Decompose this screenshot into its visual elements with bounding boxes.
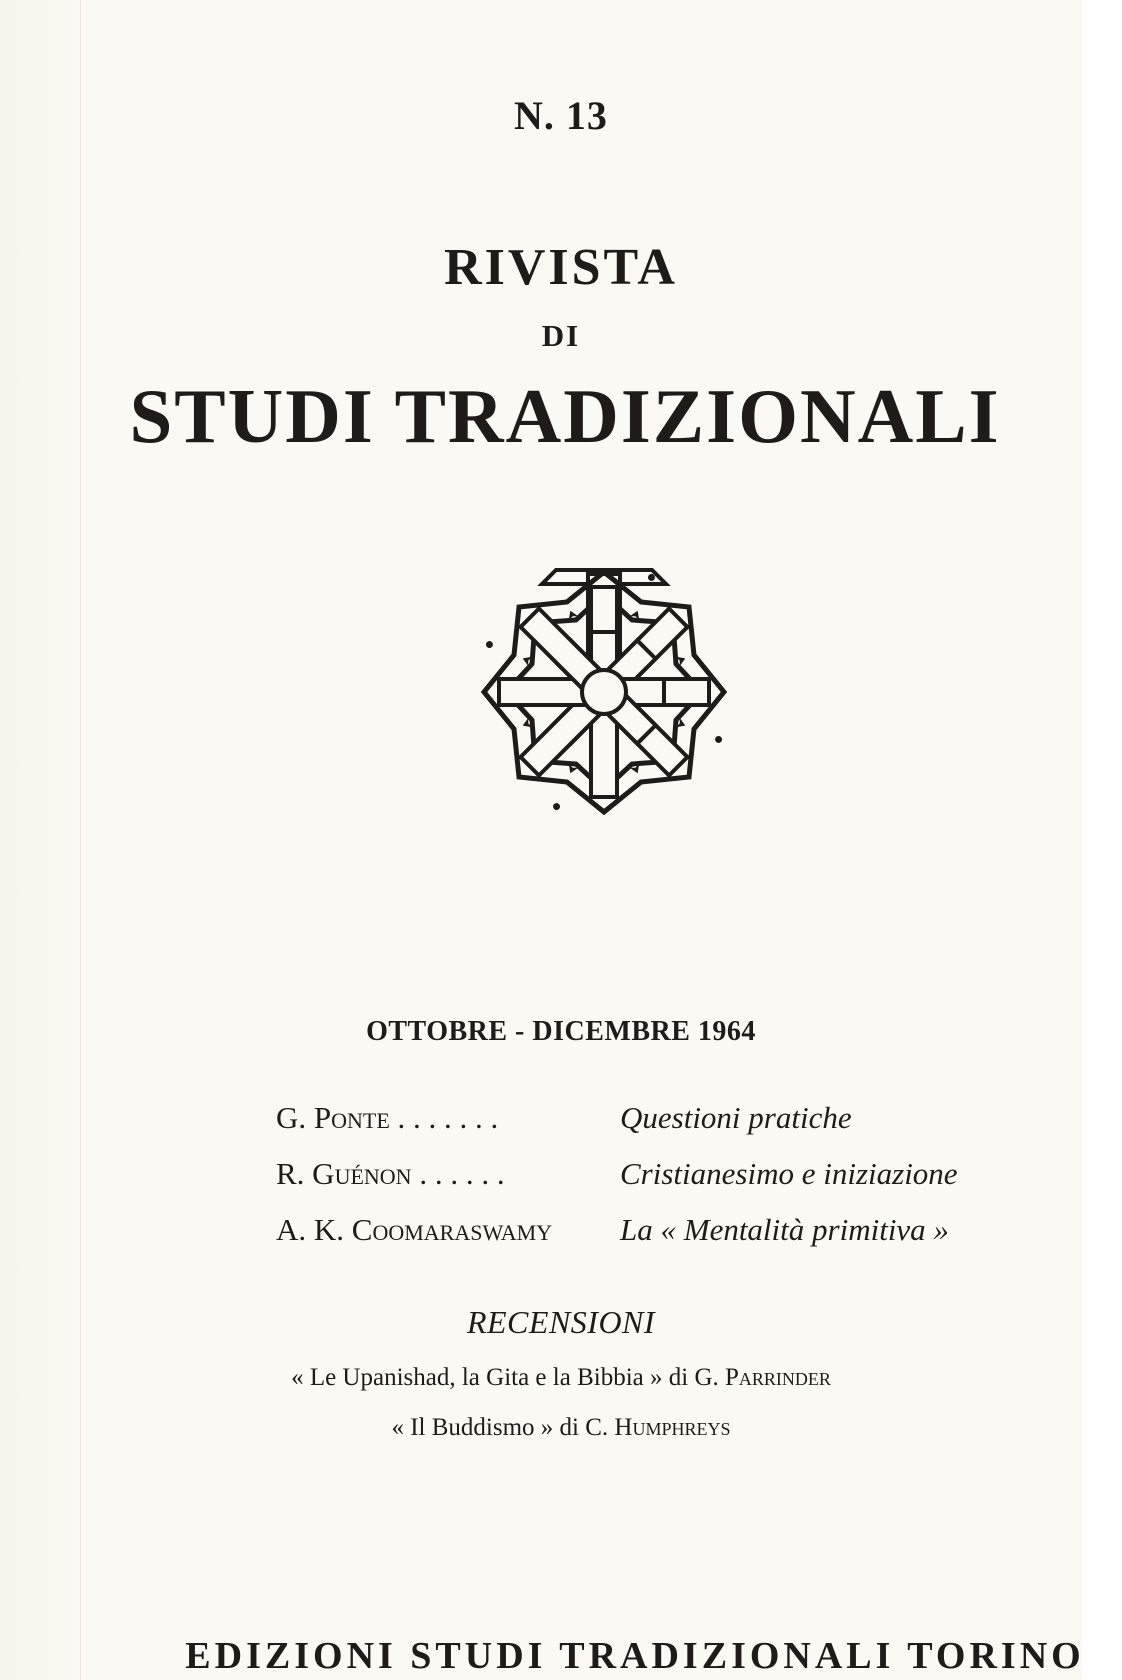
title-di: DI [541, 318, 581, 353]
toc-row [276, 1100, 852, 1140]
issue-number: N. 13 [514, 93, 608, 138]
review-item [0, 1414, 1122, 1442]
toc-title: Cristianesimo e iniziazione [620, 1156, 958, 1191]
toc-author: R. Guénon . . . . . . [276, 1156, 505, 1191]
review-by: di [668, 1364, 689, 1391]
toc-row [276, 1212, 949, 1252]
review-item [0, 1364, 1122, 1392]
interlaced-star-emblem-icon [474, 557, 734, 827]
toc-author: A. K. Coomaraswamy [276, 1212, 553, 1247]
review-work: « Il Buddismo » [391, 1414, 554, 1441]
review-work: « Le Upanishad, la Gita e la Bibbia » [291, 1364, 663, 1391]
reviews-heading: RECENSIONI [466, 1304, 656, 1340]
toc-title: Questioni pratiche [620, 1100, 852, 1135]
review-author: G. Parrinder [694, 1364, 831, 1391]
title-rivista: RIVISTA [444, 239, 678, 296]
review-author: C. Humphreys [585, 1414, 731, 1441]
toc-title: La « Mentalità primitiva » [620, 1212, 949, 1247]
title-studi-tradizionali: STUDI TRADIZIONALI [129, 373, 1001, 459]
review-by: di [559, 1414, 579, 1441]
toc-author: G. Ponte . . . . . . . [276, 1100, 499, 1135]
publisher-imprint: EDIZIONI STUDI TRADIZIONALI TORINO [185, 1635, 1085, 1677]
issue-date: OTTOBRE - DICEMBRE 1964 [366, 1016, 756, 1047]
toc-row [276, 1156, 958, 1196]
